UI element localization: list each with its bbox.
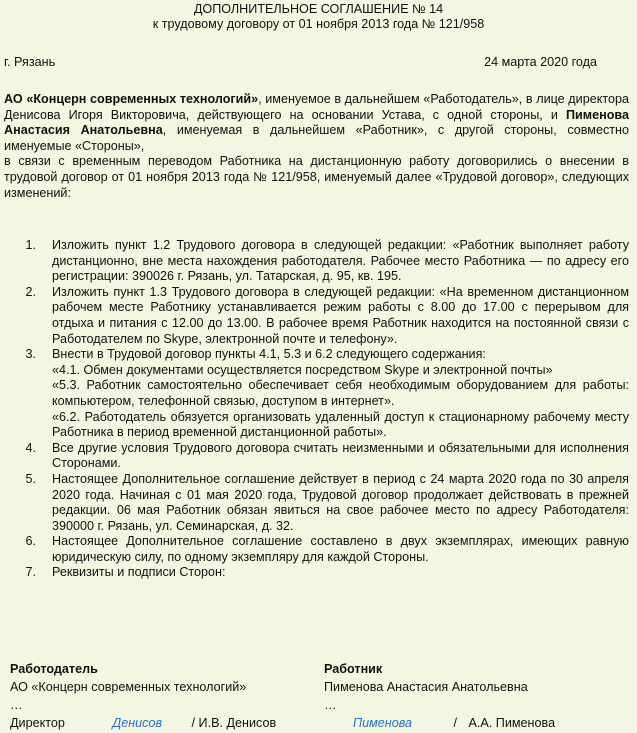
list-item bbox=[4, 441, 629, 472]
item-subclause: «6.2. Работодатель обязуется организовать удаленный доступ к стационарному рабочему месту Работника в период временной дистанционной работы». bbox=[52, 409, 629, 440]
employee-full-name: Пименова Анастасия Анатольевна bbox=[324, 680, 528, 694]
signatures-block bbox=[10, 660, 637, 733]
item-number: 6. bbox=[25, 534, 36, 549]
document-title: ДОПОЛНИТЕЛЬНОЕ СОГЛАШЕНИЕ № 14 bbox=[193, 2, 444, 16]
item-text: Все другие условия Трудового договора считать неизменными и обязательными для исполнения Сторонами. bbox=[52, 440, 629, 471]
employer-heading: Работодатель bbox=[10, 662, 98, 676]
employer-printed-name: И.В. Денисов bbox=[198, 716, 277, 730]
item-number: 7. bbox=[25, 565, 36, 580]
list-item bbox=[4, 347, 629, 441]
list-item bbox=[4, 534, 629, 565]
preamble-text-1: , именуемое в дальнейшем «Работодатель», в лице директора Денисова Игоря Викторовича, действующего на основании Устава, с одной стороны, и bbox=[4, 92, 629, 122]
list-item bbox=[4, 285, 629, 347]
preamble-text-3: в связи с временным переводом Работника на дистанционную работу договорились о внесении в трудовой договор от 01 ноября 2013 года № 121/958, именуемый далее «Трудовой договор», следующих изменений: bbox=[4, 154, 629, 200]
employer-signature-column bbox=[10, 660, 310, 732]
employee-name: Пименова Анастасия Анатольевна bbox=[4, 107, 629, 138]
preamble bbox=[4, 92, 629, 201]
item-text: Настоящее Дополнительное соглашение действует в период с 24 марта 2020 года по 30 апреля 2020 года. Начиная с 01 мая 2020 года, Трудовой договор продолжает действовать в прежней редакции. 06 мая Работник обязан явиться на свое рабочее место по адресу Работодателя: 390000 г. Рязань, ул. Семинарская, д. 32. bbox=[52, 471, 629, 533]
city: г. Рязань bbox=[4, 55, 56, 69]
document-date: 24 марта 2020 года bbox=[484, 55, 597, 69]
employer-sign-line bbox=[10, 714, 310, 732]
item-number: 1. bbox=[25, 238, 36, 252]
employer-name: АО «Концерн современных технологий» bbox=[4, 92, 259, 106]
employer-slash: / bbox=[191, 716, 196, 730]
item-text: Изложить пункт 1.3 Трудового договора в следующей редакции: «На временном дистанционном рабочем месте Работнику устанавливается режим работы с 8.00 до 17.00 с перерывом для отдыха и питания с 12.00 до 13.00. В рабочее время Работник находится на постоянной связи с Работодателем по Skype, электронной почте и телефону». bbox=[52, 284, 629, 346]
preamble-paragraph bbox=[4, 92, 629, 154]
list-item bbox=[4, 565, 629, 581]
document-subtitle: к трудовому договору от 01 ноября 2013 года № 121/958 bbox=[152, 17, 485, 31]
employee-signature-column bbox=[324, 660, 624, 732]
item-number: 4. bbox=[25, 440, 36, 455]
employer-org-name: АО «Концерн современных технологий» bbox=[10, 680, 247, 694]
list-item bbox=[4, 472, 629, 534]
preamble-text-2: , именуемая в дальнейшем «Работник», с другой стороны, совместно именуемые «Стороны», bbox=[4, 123, 629, 153]
employer-dots: … bbox=[10, 698, 23, 712]
item-subclause: «4.1. Обмен документами осуществляется посредством Skype и электронной почты» bbox=[52, 362, 553, 377]
item-number: 5. bbox=[25, 471, 36, 486]
employee-dots: … bbox=[324, 698, 337, 712]
item-number: 3. bbox=[25, 347, 36, 362]
item-text: Реквизиты и подписи Сторон: bbox=[52, 565, 226, 580]
employee-sign-line bbox=[324, 714, 624, 732]
list-item bbox=[4, 238, 629, 285]
item-text: Изложить пункт 1.2 Трудового договора в следующей редакции: «Работник выполняет работу дистанционно, вне места нахождения работодателя. Рабочее место Работника — по адресу его регистрации: 390026 г. Рязань, ул. Татарская, д. 95, кв. 195. bbox=[52, 238, 629, 284]
item-number: 2. bbox=[25, 284, 36, 299]
employer-position: Директор bbox=[10, 716, 65, 730]
employee-slash: / bbox=[453, 716, 458, 730]
employee-handwritten-signature: Пименова bbox=[353, 716, 413, 730]
item-text: Настоящее Дополнительное соглашение составлено в двух экземплярах, имеющих равную юридическую силу, по одному экземпляру для каждой Стороны. bbox=[52, 534, 629, 564]
item-text: Внести в Трудовой договор пункты 4.1, 5.3 и 6.2 следующего содержания: bbox=[52, 347, 486, 362]
item-subclause: «5.3. Работник самостоятельно обеспечивает себя необходимым оборудованием для работы: компьютером, телефонной связью, доступом в интернет». bbox=[52, 378, 629, 408]
employer-handwritten-signature: Денисов bbox=[112, 716, 163, 730]
place-date-row bbox=[4, 55, 597, 71]
amendments-list bbox=[4, 238, 629, 581]
employee-heading: Работник bbox=[324, 662, 383, 676]
employee-printed-name: А.А. Пименова bbox=[468, 716, 556, 730]
